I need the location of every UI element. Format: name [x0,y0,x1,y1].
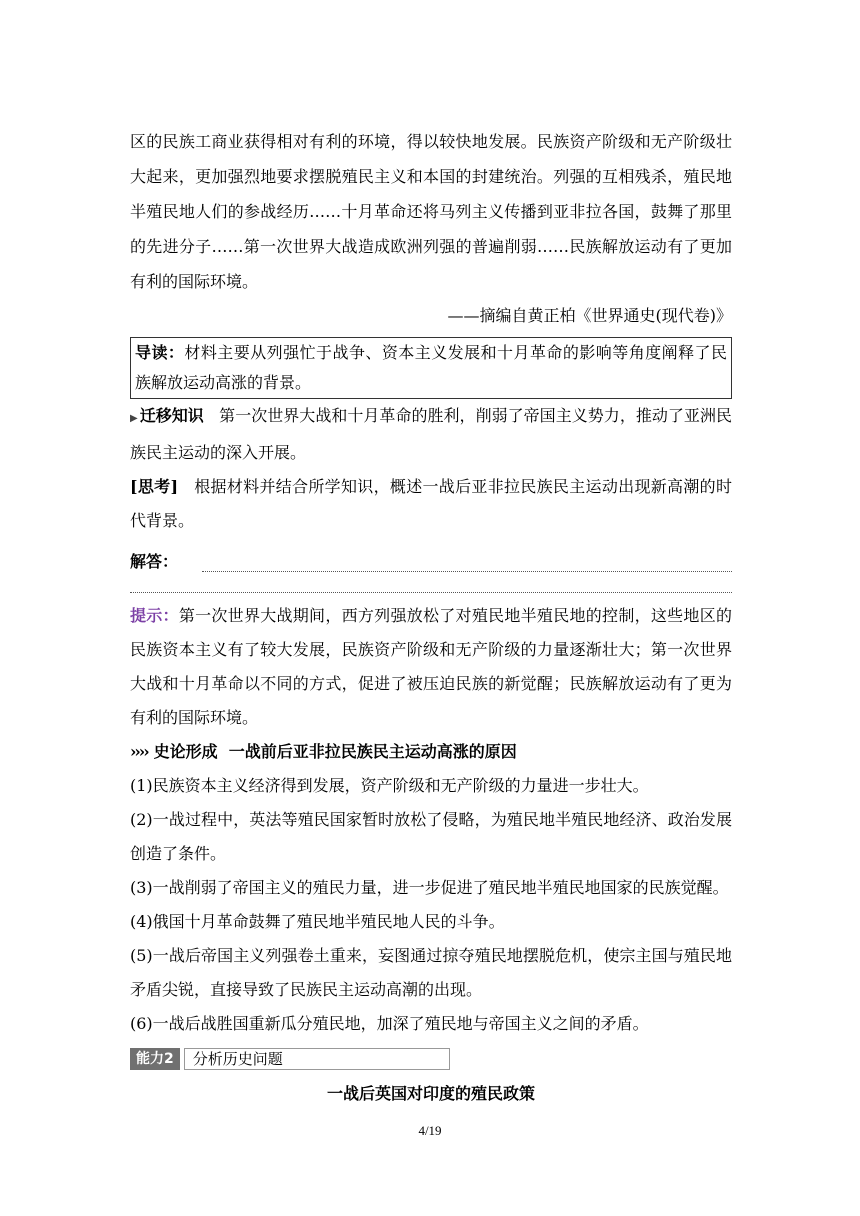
theory-heading [130,735,732,769]
triangle-icon: ▶ [130,413,138,424]
theory-item-3: (3)一战削弱了帝国主义的殖民力量，进一步促进了殖民地半殖民地国家的民族觉醒。 [130,878,729,897]
ability-banner [130,1047,732,1071]
theory-item-2: (2)一战过程中，英法等殖民国家暂时放松了侵略，为殖民地半殖民地经济、政治发展创造了条件。 [130,810,732,863]
answer-row [130,538,732,572]
guide-box [130,337,732,399]
theory-title: 一战前后亚非拉民族民主运动高涨的原因 [228,742,517,761]
hint-text: 第一次世界大战期间，西方列强放松了对殖民地半殖民地的控制，这些地区的民族资本主义有了较大发展，民族资产阶级和无产阶级的力量逐渐壮大；第一次世界大战和十月革命以不同的方式，促进了被压迫民族的新觉醒；民族解放运动有了更为有利的国际环境。 [130,606,732,727]
think-paragraph [130,470,732,538]
hint-label: 提示： [130,606,179,625]
section-title: 一战后英国对印度的殖民政策 [326,1084,535,1103]
guide-text: 材料主要从列强忙于战争、资本主义发展和十月革命的影响等角度阐释了民族解放运动高涨的背景。 [135,343,727,392]
transfer-text: 第一次世界大战和十月革命的胜利，削弱了帝国主义势力，推动了亚洲民族民主运动的深入开展。 [130,406,732,462]
answer-line-2[interactable] [130,572,732,593]
theory-item-6: (6)一战后战胜国重新瓜分殖民地，加深了殖民地与帝国主义之间的矛盾。 [130,1014,649,1033]
guide-label: 导读： [135,343,185,362]
excerpt-text: 区的民族工商业获得相对有利的环境，得以较快地发展。民族资产阶级和无产阶级壮大起来，更加强烈地要求摆脱殖民主义和本国的封建统治。列强的互相残杀，殖民地半殖民地人们的参战经历……十月革命还将马列主义传播到亚非拉各国，鼓舞了那里的先进分子……第一次世界大战造成欧洲列强的普遍削弱……民族解放运动有了更加有利的国际环境。 [130,132,732,291]
think-label: [思考] [130,477,179,496]
answer-label: 解答： [130,552,179,571]
theory-label: 史论形成 [153,742,218,761]
think-text: 根据材料并结合所学知识，概述一战后亚非拉民族民主运动出现新高潮的时代背景。 [130,477,732,530]
chevrons-icon: ›››› [130,742,148,761]
transfer-label: 迁移知识 [139,406,204,425]
page-content [130,124,732,1111]
hint-paragraph [130,599,732,735]
page-number: 4/19 [418,1123,442,1138]
ability-title: 分析历史问题 [184,1048,450,1070]
theory-item-5: (5)一战后帝国主义列强卷土重来，妄图通过掠夺殖民地摆脱危机，使宗主国与殖民地矛盾尖锐，直接导致了民族民主运动高潮的出现。 [130,946,732,999]
theory-item-1: (1)民族资本主义经济得到发展，资产阶级和无产阶级的力量进一步壮大。 [130,776,649,795]
answer-line[interactable] [202,551,732,572]
ability-tag: 能力2 [130,1048,180,1070]
excerpt-source: ——摘编自黄正柏《世界通史(现代卷)》 [447,306,732,325]
transfer-paragraph [130,399,732,470]
theory-item-4: (4)俄国十月革命鼓舞了殖民地半殖民地人民的斗争。 [130,912,505,931]
